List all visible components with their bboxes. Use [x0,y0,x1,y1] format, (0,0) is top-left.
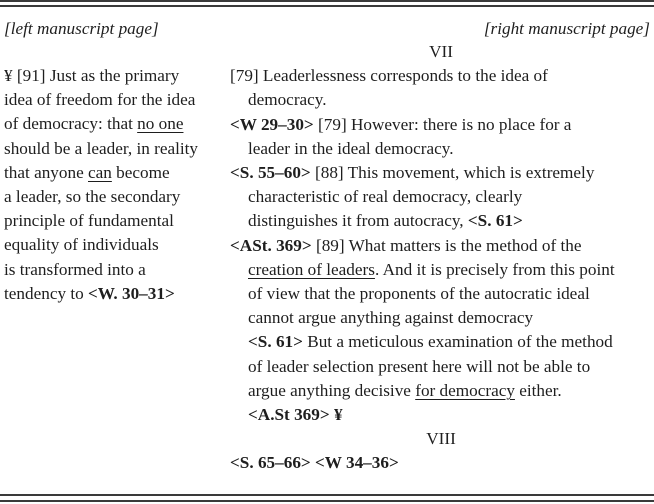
text-run: [79] However: there is no place for a [313,114,572,134]
right-column-line [230,113,652,137]
text-run: of leader selection present here will not be able to [248,356,591,376]
text-run: leader in the ideal democracy. [248,138,454,158]
text-run: principle of fundamental [4,211,174,231]
right-column-line [230,306,652,330]
left-column-line [4,112,219,136]
left-page-header: [left manuscript page] [4,19,159,38]
right-page-header: [right manuscript page] [483,19,650,38]
text-run: is transformed into a [4,259,146,279]
right-column-line [230,451,652,475]
bottom-rule-2 [0,500,654,502]
top-rule-1 [0,0,654,2]
text-run: VII [429,42,453,61]
text-run: cannot argue anything against democracy [248,308,534,328]
page-reference: <S. 65–66> <W 34–36> [230,453,399,473]
left-column-line [4,209,219,233]
right-column-line [230,88,652,112]
page-reference: <ASt. 369> [230,235,312,255]
page-reference: <W. 30–31> [88,283,175,303]
text-run: argue anything decisive [248,380,416,400]
left-column-line [4,233,219,257]
right-column-line [230,403,652,427]
text-run: either. [514,380,562,400]
text-run: . And it is precisely from this point [374,259,615,279]
right-column-line [230,161,652,185]
text-run: a leader, so the secondary [4,187,181,207]
text-run: equality of individuals [4,235,159,255]
right-column-line [230,258,652,282]
left-column-line [4,137,219,161]
text-run: [79] Leaderlessness corresponds to the idea of [230,66,548,86]
left-column-line [4,161,219,185]
left-column-line [4,64,219,88]
page-reference: <S. 61> [248,332,303,352]
right-manuscript-column [230,40,652,476]
left-manuscript-column [4,64,219,306]
bottom-rule-1 [0,494,654,496]
right-column-line [230,137,652,161]
text-run: [88] This movement, which is extremely [310,163,595,183]
right-column-line [230,330,652,354]
text-run: should be a leader, in reality [4,138,199,158]
text-run: that anyone [4,162,88,182]
text-run: characteristic of real democracy, clearly [248,187,523,207]
text-run: become [111,162,170,182]
right-column-line [230,379,652,403]
left-column-line [4,88,219,112]
text-run: of democracy: that [4,114,138,134]
text-run: ¥ [91] Just as the primary [4,66,180,85]
left-column-line [4,282,219,306]
text-run: distinguishes it from autocracy, [248,211,468,231]
top-rule-2 [0,5,654,7]
left-column-line [4,258,219,282]
underlined-text: for democracy [415,380,515,400]
text-run: tendency to [4,283,88,303]
left-column-line [4,185,219,209]
right-column-line [230,40,652,64]
right-column-line [230,185,652,209]
right-column-line [230,234,652,258]
page-reference: <S. 61> [467,211,523,231]
page-reference: <A.St 369> ¥ [248,405,343,425]
underlined-text: creation of leaders [248,259,375,279]
text-run: But a meticulous examination of the method [302,332,613,352]
text-run: VIII [426,429,456,449]
underlined-text: no one [137,114,184,134]
right-column-line [230,64,652,88]
underlined-text: can [88,162,112,182]
text-run: democracy. [248,90,327,110]
text-run: [89] What matters is the method of the [311,235,582,255]
right-column-line [230,282,652,306]
text-run: idea of freedom for the idea [4,90,196,110]
text-run: of view that the proponents of the autocratic ideal [248,284,590,304]
right-column-line [230,355,652,379]
right-column-line [230,209,652,233]
page-reference: <W 29–30> [230,114,314,134]
right-column-line [230,427,652,451]
page-reference: <S. 55–60> [230,163,311,183]
